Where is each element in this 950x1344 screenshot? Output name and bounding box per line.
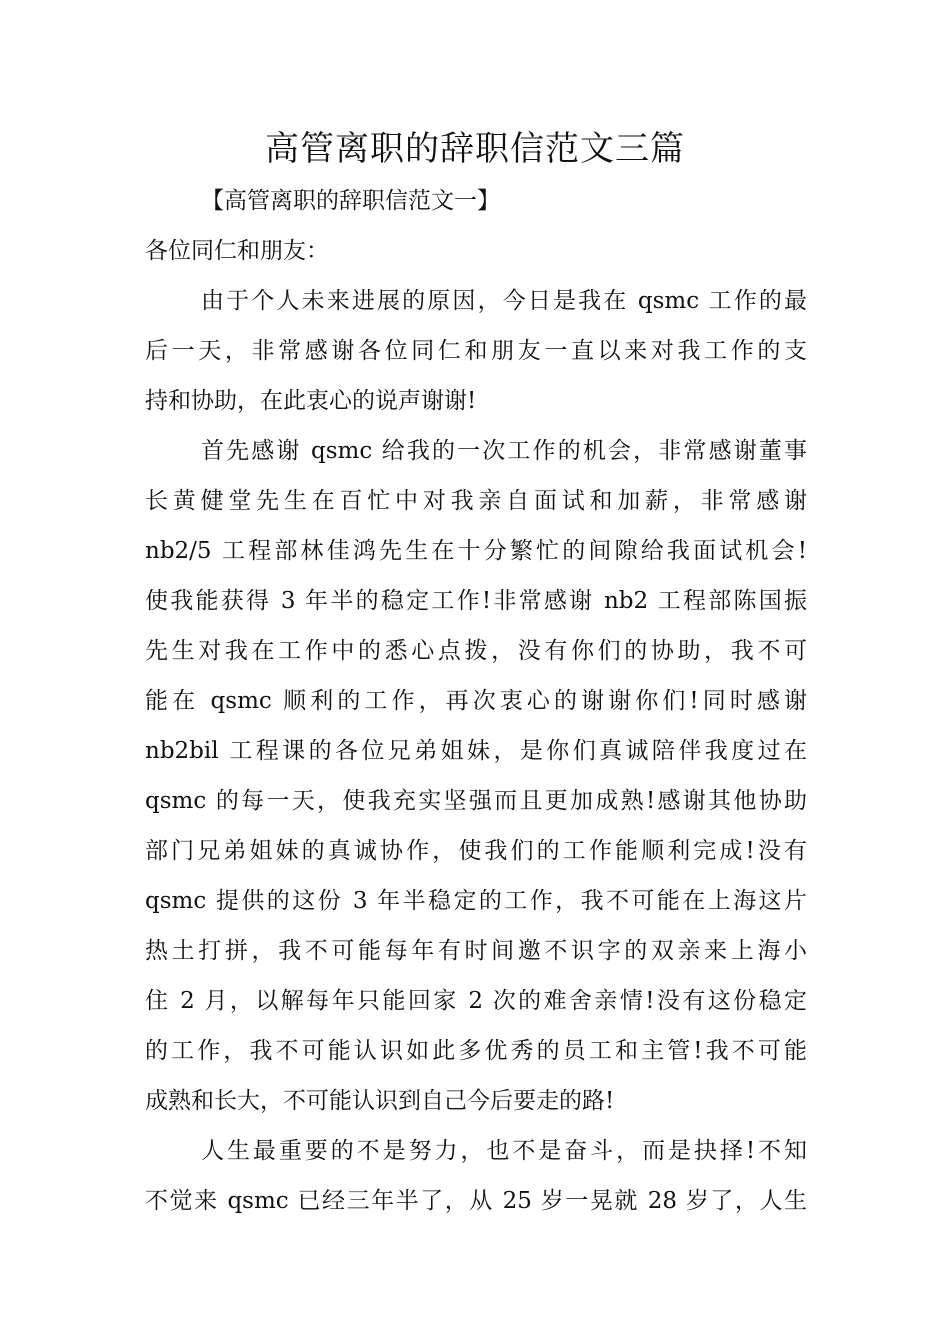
paragraph-2 bbox=[145, 426, 807, 1126]
section-heading: 【高管离职的辞职信范文一】 bbox=[201, 188, 500, 214]
paragraph-line: 先生对我在工作中的悉心点拨，没有你们的协助，我不可 bbox=[145, 638, 807, 664]
paragraph-3 bbox=[145, 1126, 807, 1226]
paragraph-line: 住 2 月，以解每年只能回家 2 次的难舍亲情!没有这份稳定 bbox=[145, 988, 807, 1014]
paragraph-line: qsmc 的每一天，使我充实坚强而且更加成熟!感谢其他协助 bbox=[145, 788, 807, 814]
paragraph-line: 能在 qsmc 顺利的工作，再次衷心的谢谢你们!同时感谢 bbox=[145, 688, 807, 714]
paragraph-line: 长黄健堂先生在百忙中对我亲自面试和加薪，非常感谢 bbox=[145, 488, 807, 514]
paragraph-1 bbox=[145, 276, 807, 426]
document-body bbox=[145, 176, 807, 1226]
paragraph-line: 成熟和长大，不可能认识到自己今后要走的路! bbox=[145, 1088, 615, 1114]
paragraph-line: nb2bil 工程课的各位兄弟姐妹，是你们真诚陪伴我度过在 bbox=[145, 738, 807, 764]
document-title: 高管离职的辞职信范文三篇 bbox=[265, 129, 685, 169]
paragraph-line: nb2/5 工程部林佳鸿先生在十分繁忙的间隙给我面试机会! bbox=[145, 538, 807, 564]
paragraph-line: 的工作，我不可能认识如此多优秀的员工和主管!我不可能 bbox=[145, 1038, 807, 1064]
paragraph-line: qsmc 提供的这份 3 年半稳定的工作，我不可能在上海这片 bbox=[145, 888, 807, 914]
salutation: 各位同仁和朋友： bbox=[145, 238, 329, 264]
paragraph-line: 部门兄弟姐妹的真诚协作，使我们的工作能顺利完成!没有 bbox=[145, 838, 807, 864]
paragraph-line: 不觉来 qsmc 已经三年半了，从 25 岁一晃就 28 岁了，人生 bbox=[145, 1188, 807, 1214]
paragraph-line: 持和协助，在此衷心的说声谢谢! bbox=[145, 388, 477, 414]
paragraph-line: 首先感谢 qsmc 给我的一次工作的机会，非常感谢董事 bbox=[201, 438, 807, 464]
paragraph-line: 由于个人未来进展的原因，今日是我在 qsmc 工作的最 bbox=[201, 288, 807, 314]
paragraph-line: 热土打拼，我不可能每年有时间邀不识字的双亲来上海小 bbox=[145, 938, 807, 964]
paragraph-line: 人生最重要的不是努力，也不是奋斗，而是抉择!不知 bbox=[201, 1138, 807, 1164]
paragraph-line: 后一天，非常感谢各位同仁和朋友一直以来对我工作的支 bbox=[145, 338, 807, 364]
paragraph-line: 使我能获得 3 年半的稳定工作!非常感谢 nb2 工程部陈国振 bbox=[145, 588, 807, 614]
